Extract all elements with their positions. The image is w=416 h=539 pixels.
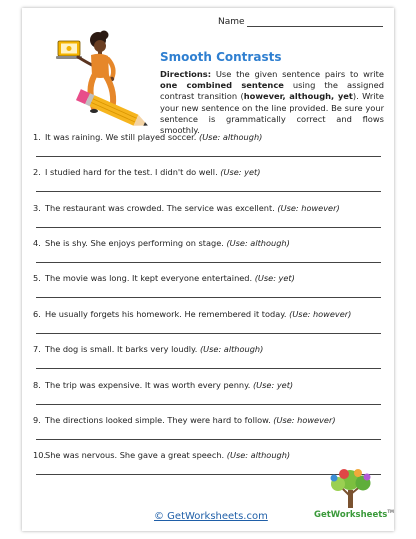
tree-icon	[314, 466, 388, 510]
question-8: 8. The trip was expensive. It was worth every penny. (Use: yet)	[33, 380, 294, 390]
question-7: 7. The dog is small. It barks very loudly. (Use: although)	[33, 344, 264, 354]
answer-line-1[interactable]	[36, 156, 381, 157]
name-label: Name	[218, 17, 245, 27]
question-10: 10.She was nervous. She gave a great speech. (Use: although)	[33, 450, 291, 460]
name-input-line[interactable]	[247, 26, 383, 27]
logo-wordmark: GetWorksheets	[314, 509, 388, 520]
answer-line-6[interactable]	[36, 333, 381, 334]
answer-line-2[interactable]	[36, 191, 381, 192]
answer-line-3[interactable]	[36, 227, 381, 228]
question-3: 3. The restaurant was crowded. The service was excellent. (Use: however)	[33, 203, 340, 213]
student-on-pencil-illustration	[54, 24, 166, 142]
answer-line-5[interactable]	[36, 297, 381, 298]
question-1: 1. It was raining. We still played soccer. (Use: although)	[33, 132, 263, 142]
question-4: 4. She is shy. She enjoys performing on stage. (Use: although)	[33, 238, 290, 248]
directions-label: Directions:	[160, 69, 212, 79]
footer-website-link[interactable]: © GetWorksheets.com	[154, 511, 268, 522]
getworksheets-logo: GetWorksheets™	[314, 466, 388, 526]
worksheet-page	[22, 8, 394, 531]
question-5: 5. The movie was long. It kept everyone entertained. (Use: yet)	[33, 273, 295, 283]
answer-line-8[interactable]	[36, 404, 381, 405]
question-6: 6. He usually forgets his homework. He remembered it today. (Use: however)	[33, 309, 352, 319]
answer-line-4[interactable]	[36, 262, 381, 263]
answer-line-9[interactable]	[36, 439, 381, 440]
directions-text: Directions: Use the given sentence pairs to write one combined sentence using the assigned contrast transition (however, although, yet). Write your new sentence on the line provided. Be sure your sentence is grammatically correct and flows smoothly.	[160, 69, 384, 136]
worksheet-title: Smooth Contrasts	[160, 50, 282, 64]
question-9: 9. The directions looked simple. They were hard to follow. (Use: however)	[33, 415, 336, 425]
question-2: 2. I studied hard for the test. I didn't do well. (Use: yet)	[33, 167, 261, 177]
answer-line-7[interactable]	[36, 368, 381, 369]
